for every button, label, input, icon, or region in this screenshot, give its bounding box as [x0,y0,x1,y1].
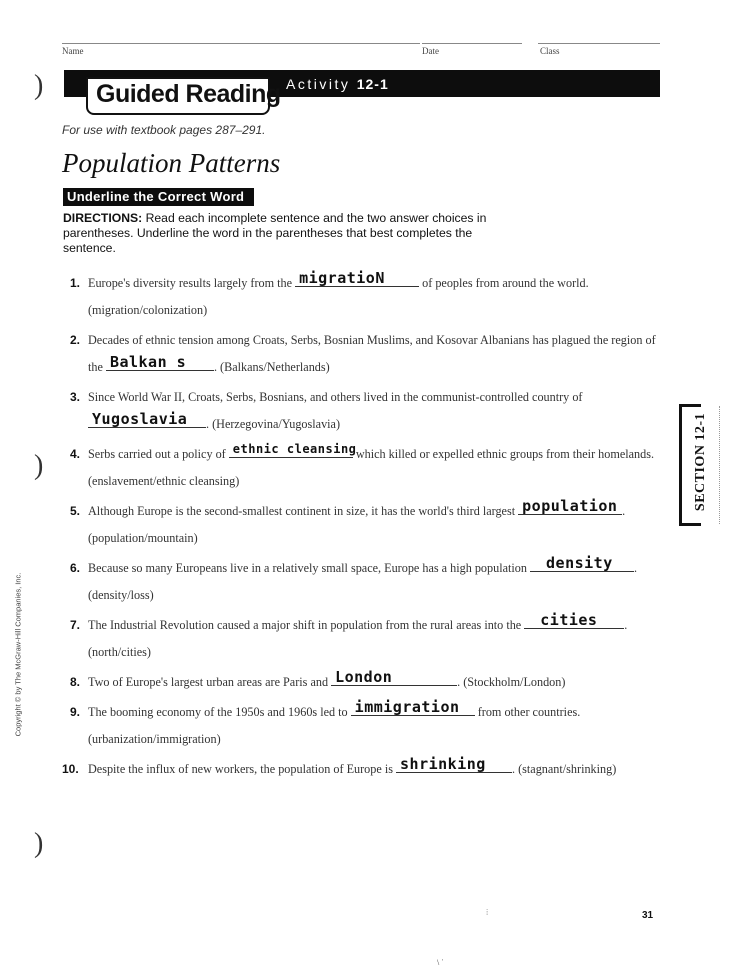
directions-text: Read each incomplete sentence and the two answer choices in parentheses. Underline the word in the parentheses that best completes the sentence. [63,211,487,255]
name-line [62,43,420,44]
handwritten-answer: density [546,554,613,572]
class-line [538,43,660,44]
question-number: 1. [70,276,81,290]
section-side-tab-label: SECTION 12-1 [693,412,708,512]
section-heading: Underline the Correct Word [63,188,254,206]
question-text: Since World War II, Croats, Serbs, Bosnians, and others lived in the communist-controlled country of [88,390,583,404]
punch-hole-middle: ) [34,450,44,481]
question-text: The Industrial Revolution caused a major shift in population from the rural areas into the [88,618,525,632]
question-number: 9. [70,705,81,719]
date-line [422,43,522,44]
side-tab-dashed-edge [719,406,720,524]
handwritten-answer: immigration [354,698,460,716]
copyright-notice: Copyright © by The McGraw-Hill Companies, Inc. [13,572,23,737]
handwritten-answer: Yugoslavia [92,410,188,428]
question-number: 2. [70,333,81,347]
answer-blank[interactable] [396,756,512,773]
date-label: Date [422,46,439,56]
answer-blank[interactable] [88,411,206,428]
question-number: 4. [70,447,81,461]
handwritten-answer: cities [540,611,598,629]
question-text: Decades of ethnic tension among Croats, Serbs, Bosnian Muslims, and Kosovar Albanians has plagued the region of the [88,333,656,374]
answer-blank[interactable] [530,555,634,572]
activity-number: 12-1 [356,76,389,92]
punch-hole-bottom: ) [34,828,44,859]
question-text: Because so many Europeans live in a relatively small space, Europe has a high population [88,561,531,575]
scan-speck: \ ˈ [437,958,444,967]
question-text: which killed or expelled ethnic groups from their homelands. (enslavement/ethnic cleansing) [88,447,655,488]
handwritten-answer: London [335,668,393,686]
question-text: Two of Europe's largest urban areas are Paris and [88,675,332,689]
question-text: Although Europe is the second-smallest continent in size, it has the world's third largest [88,504,519,518]
name-label: Name [62,46,84,56]
question-text: The booming economy of the 1950s and 1960s led to [88,705,351,719]
question-number: 5. [70,504,81,518]
question-text: . (Balkans/Netherlands) [213,360,330,374]
question-number: 10. [62,762,79,776]
punch-hole-top: ) [34,70,44,101]
question-number: 3. [70,390,81,404]
class-label: Class [540,46,560,56]
question-5 [70,498,670,552]
handwritten-answer: ethnic cleansing [232,442,357,456]
question-text: Serbs carried out a policy of [88,447,229,461]
answer-blank[interactable] [229,441,357,458]
question-text: . (Herzegovina/Yugoslavia) [206,417,341,431]
answer-blank[interactable] [331,669,457,686]
question-6 [70,555,670,609]
handwritten-answer: population [522,497,618,515]
question-text: . (stagnant/shrinking) [512,762,617,776]
handwritten-answer: shrinking [400,755,486,773]
question-2 [70,327,670,381]
guided-reading-label: Guided Reading [96,80,281,108]
question-text: from other countries. (urbanization/immigration) [88,705,581,746]
question-text: . (population/mountain) [88,504,626,545]
question-1 [70,270,670,324]
question-9 [70,699,670,753]
answer-blank[interactable] [106,354,214,371]
activity-word: Activity [286,76,351,92]
directions-label: DIRECTIONS: [63,211,143,225]
question-text: . (density/loss) [88,561,638,602]
question-text: . (north/cities) [88,618,628,659]
scan-speck: ⁞ [486,908,489,917]
question-number: 7. [70,618,81,632]
question-8 [70,669,670,696]
directions [63,211,513,256]
question-number: 6. [70,561,81,575]
question-3 [70,384,670,438]
question-4 [70,441,670,495]
textbook-pages: For use with textbook pages 287–291. [62,123,266,137]
question-10 [62,755,670,783]
question-text: . (Stockholm/London) [457,675,566,689]
handwritten-answer: migratioN [299,269,385,287]
question-number: 8. [70,675,81,689]
answer-blank[interactable] [351,699,475,716]
page-number: 31 [642,910,654,921]
question-7 [70,612,670,666]
answer-blank[interactable] [295,270,419,287]
question-text: of peoples from around the world. (migration/colonization) [88,276,589,317]
question-text: Europe's diversity results largely from the [88,276,296,290]
handwritten-answer: Balkan s [109,353,187,371]
page-title: Population Patterns [62,148,281,178]
answer-blank[interactable] [524,612,624,629]
answer-blank[interactable] [518,498,622,515]
question-text: Despite the influx of new workers, the population of Europe is [88,762,397,776]
activity-label [286,76,389,92]
